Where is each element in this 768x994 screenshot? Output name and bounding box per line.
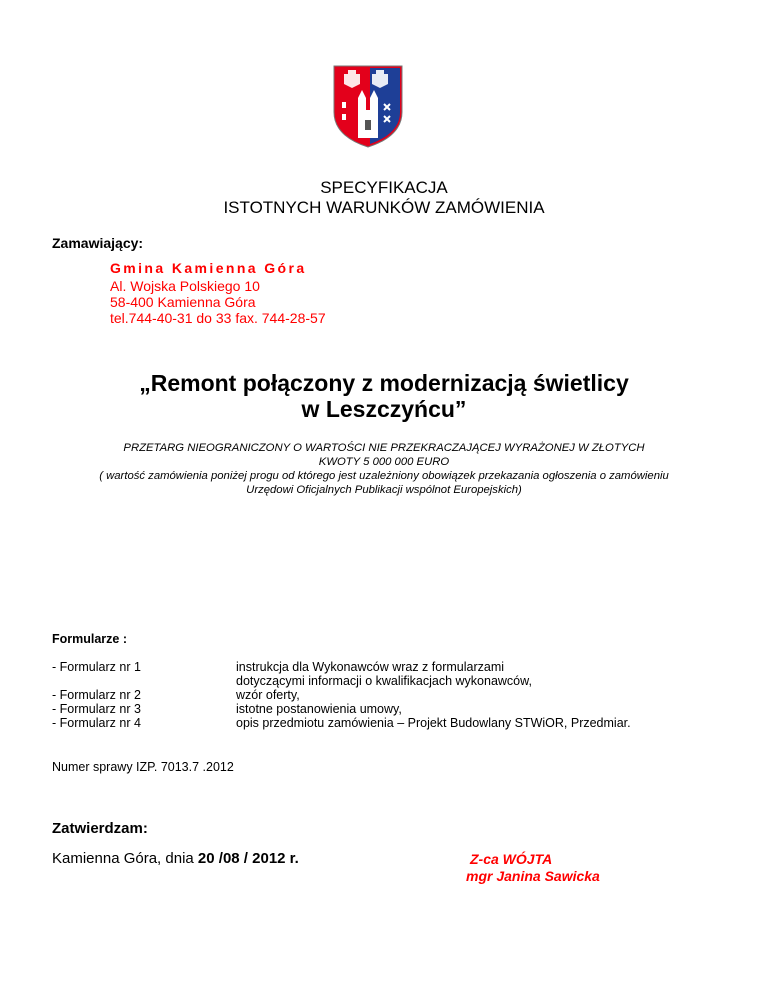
form-1-desc: instrukcja dla Wykonawców wraz z formularzami	[236, 660, 505, 674]
signer-title: Z-ca WÓJTA	[470, 851, 553, 867]
signer-name: mgr Janina Sawicka	[466, 868, 600, 884]
form-3-name: - Formularz nr 3	[52, 702, 141, 716]
place-date-prefix: Kamienna Góra, dnia	[52, 850, 198, 867]
form-1-desc2: dotyczącymi informacji o kwalifikacjach wykonawców,	[236, 674, 532, 688]
form-2-name: - Formularz nr 2	[52, 688, 141, 702]
document-title-line1: SPECYFIKACJA	[320, 178, 448, 197]
orderer-street: Al. Wojska Polskiego 10	[110, 278, 260, 294]
orderer-phone: tel.744-40-31 do 33 fax. 744-28-57	[110, 310, 326, 326]
document-title-line2: ISTOTNYCH WARUNKÓW ZAMÓWIENIA	[223, 198, 545, 217]
approval-date: 20 /08 / 2012 r.	[197, 850, 299, 867]
form-3-desc: istotne postanowienia umowy,	[236, 702, 402, 716]
case-number: Numer sprawy IZP. 7013.7 .2012	[52, 760, 234, 774]
tender-line2: KWOTY 5 000 000 EURO	[318, 456, 450, 468]
coat-of-arms-icon	[332, 64, 404, 148]
tender-line4: Urzędowi Oficjalnych Publikacji wspólnot Europejskich)	[246, 484, 522, 496]
forms-label: Formularze :	[52, 632, 128, 646]
form-2-desc: wzór oferty,	[236, 688, 300, 702]
tender-line1: PRZETARG NIEOGRANICZONY O WARTOŚCI NIE PRZEKRACZAJĄCEJ WYRAŻONEJ W ZŁOTYCH	[123, 442, 645, 454]
orderer-city: 58-400 Kamienna Góra	[110, 294, 256, 310]
orderer-name: Gmina Kamienna Góra	[110, 260, 307, 276]
place-date	[52, 850, 299, 867]
approval-label: Zatwierdzam:	[52, 820, 148, 837]
form-4-desc: opis przedmiotu zamówienia – Projekt Budowlany STWiOR, Przedmiar.	[236, 716, 631, 730]
subject-line1: „Remont połączony z modernizacją świetlicy	[139, 370, 629, 396]
form-1-name: - Formularz nr 1	[52, 660, 141, 674]
subject-line2: w Leszczyńcu”	[301, 396, 467, 422]
orderer-label: Zamawiający:	[52, 235, 144, 251]
tender-line3: ( wartość zamówienia poniżej progu od którego jest uzależniony obowiązek przekazania ogłoszenia o zamówieniu	[99, 470, 669, 482]
form-4-name: - Formularz nr 4	[52, 716, 141, 730]
